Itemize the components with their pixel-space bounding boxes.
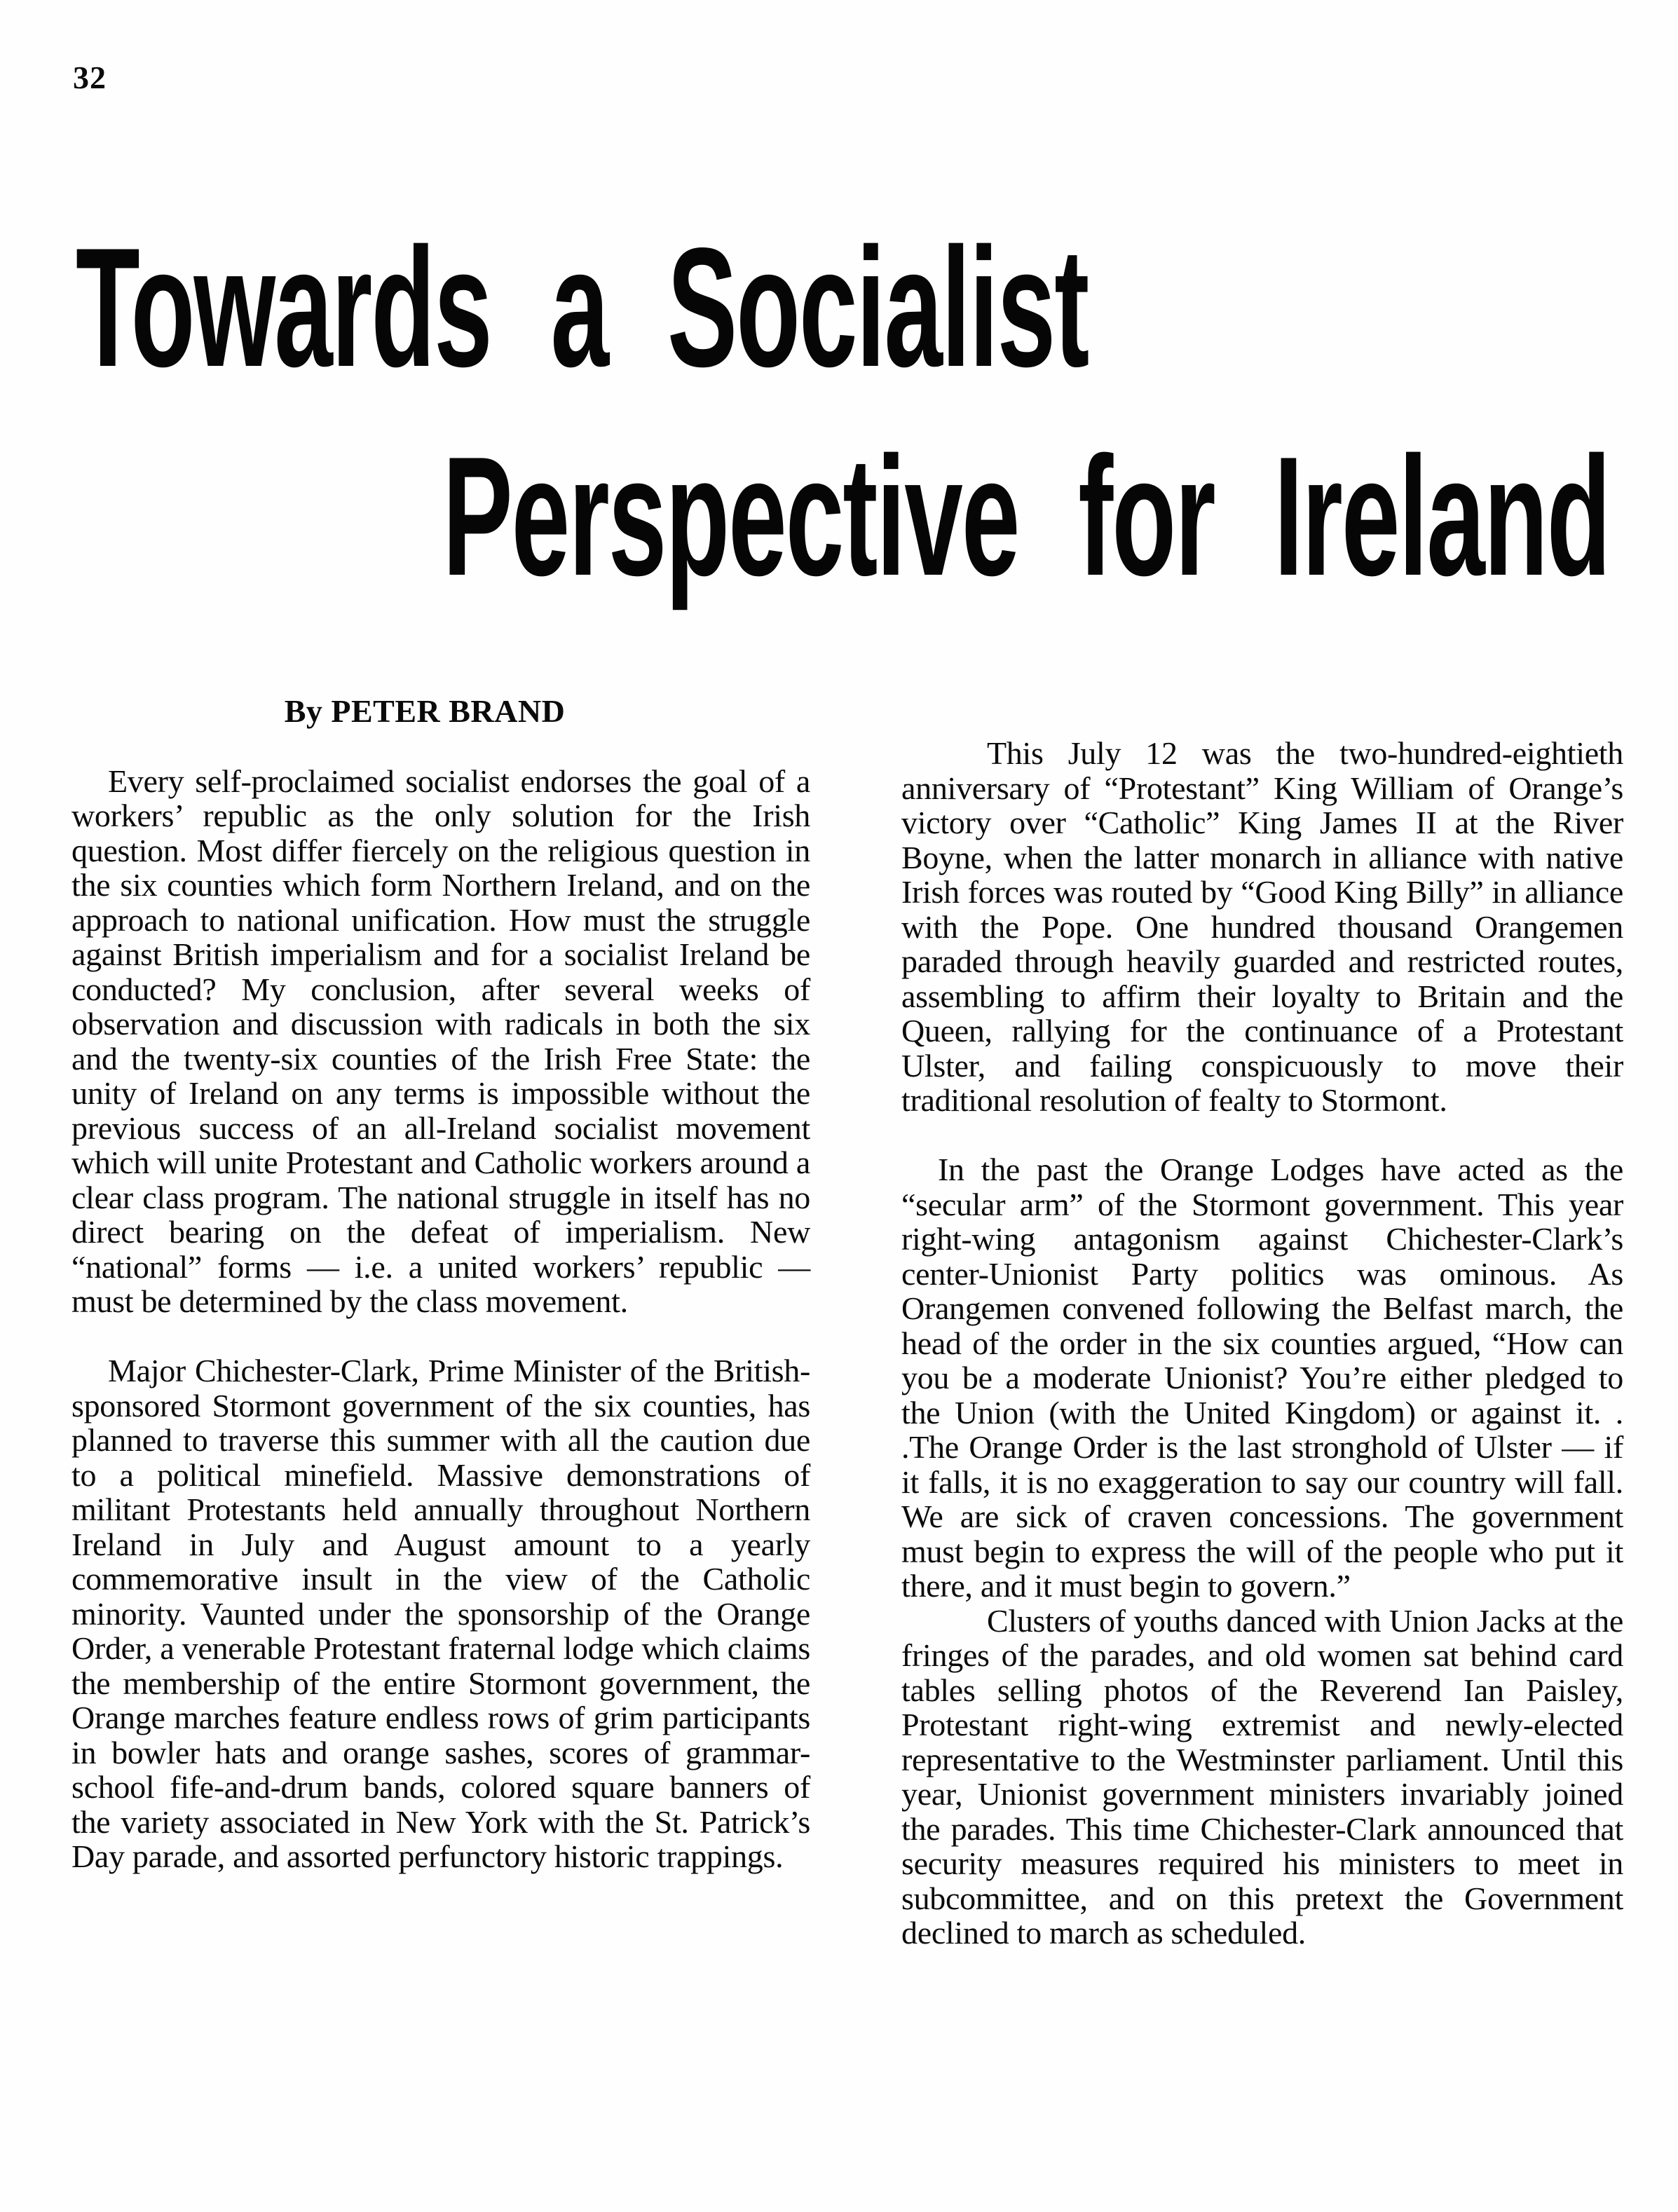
right-column-paragraph-2: In the past the Orange Lodges have acted as the “secular arm” of the Stormont government. This year right-wing antagonism against Chichester-Clark’s center-Unionist Party politics was ominous. As Orangemen convened following the Belfast march, the head of the order in the six counties argued, “How can you be a moderate Unionist? You’re either pledged to the Union (with the United Kingdom) or against it. . .The Orange Order is the last stronghold of Ulster — if it falls, it is no exaggeration to say our country will fall. We are sick of craven concessions. The government must begin to express the will of the people who put it there, and it must begin to govern.” [901, 1152, 1623, 1604]
left-column-paragraph-2: Major Chichester-Clark, Prime Minister of the British-sponsored Stormont government of the six counties, has planned to traverse this summer with all the caution due to a political minefield. Massive demonstrations of militant Protestants held annually throughout Northern Ireland in July and August amount to a yearly commemorative insult in the view of the Catholic minority. Vaunted under the sponsorship of the Orange Order, a venerable Protestant fraternal lodge which claims the membership of the entire Stormont government, the Orange marches feature endless rows of grim participants in bowler hats and orange sashes, scores of grammar-school fife-and-drum bands, colored square banners of the variety associated in New York with the St. Patrick’s Day parade, and assorted perfunctory historic trappings. [71, 1353, 810, 1874]
article-title-line-2: Perspective for Ireland [442, 422, 1609, 611]
right-column [901, 736, 1623, 1951]
left-column-paragraph-1: Every self-proclaimed socialist endorses the goal of a workers’ republic as the only solution for the Irish question. Most differ fiercely on the religious question in the six counties which form Northern Ireland, and on the approach to national unification. How must the struggle against British imperialism and for a socialist Ireland be conducted? My conclusion, after several weeks of observation and discussion with radicals in both the six and the twenty-six counties of the Irish Free State: the unity of Ireland on any terms is impossible without the previous success of an all-Ireland socialist movement which will unite Protestant and Catholic workers around a clear class program. The national struggle in itself has no direct bearing on the defeat of imperialism. New “national” forms — i.e. a united workers’ republic — must be determined by the class movement. [71, 763, 810, 1319]
byline: By PETER BRAND [284, 693, 566, 729]
article-title-line-1: Towards a Socialist [76, 213, 1089, 402]
right-column-paragraph-3: Clusters of youths danced with Union Jacks at the fringes of the parades, and old women sat behind card tables selling photos of the Reverend Ian Paisley, Protestant right-wing extremist and newly-elected representative to the Westminster parliament. Until this year, Unionist government ministers invariably joined the parades. This time Chichester-Clark announced that security measures required his ministers to meet in subcommittee, and on this pretext the Government declined to march as scheduled. [901, 1602, 1623, 1951]
left-column [71, 694, 810, 1874]
right-column-paragraph-1: This July 12 was the two-hundred-eightieth anniversary of “Protestant” King William of Orange’s victory over “Catholic” King James II at the River Boyne, when the latter monarch in alliance with native Irish forces was routed by “Good King Billy” in alliance with the Pope. One hundred thousand Orangemen paraded through heavily guarded and restricted routes, assembling to affirm their loyalty to Britain and the Queen, rallying for the continuance of a Protestant Ulster, and failing conspicuously to move their traditional resolution of fealty to Stormont. [901, 735, 1623, 1118]
page-number: 32 [73, 60, 107, 95]
